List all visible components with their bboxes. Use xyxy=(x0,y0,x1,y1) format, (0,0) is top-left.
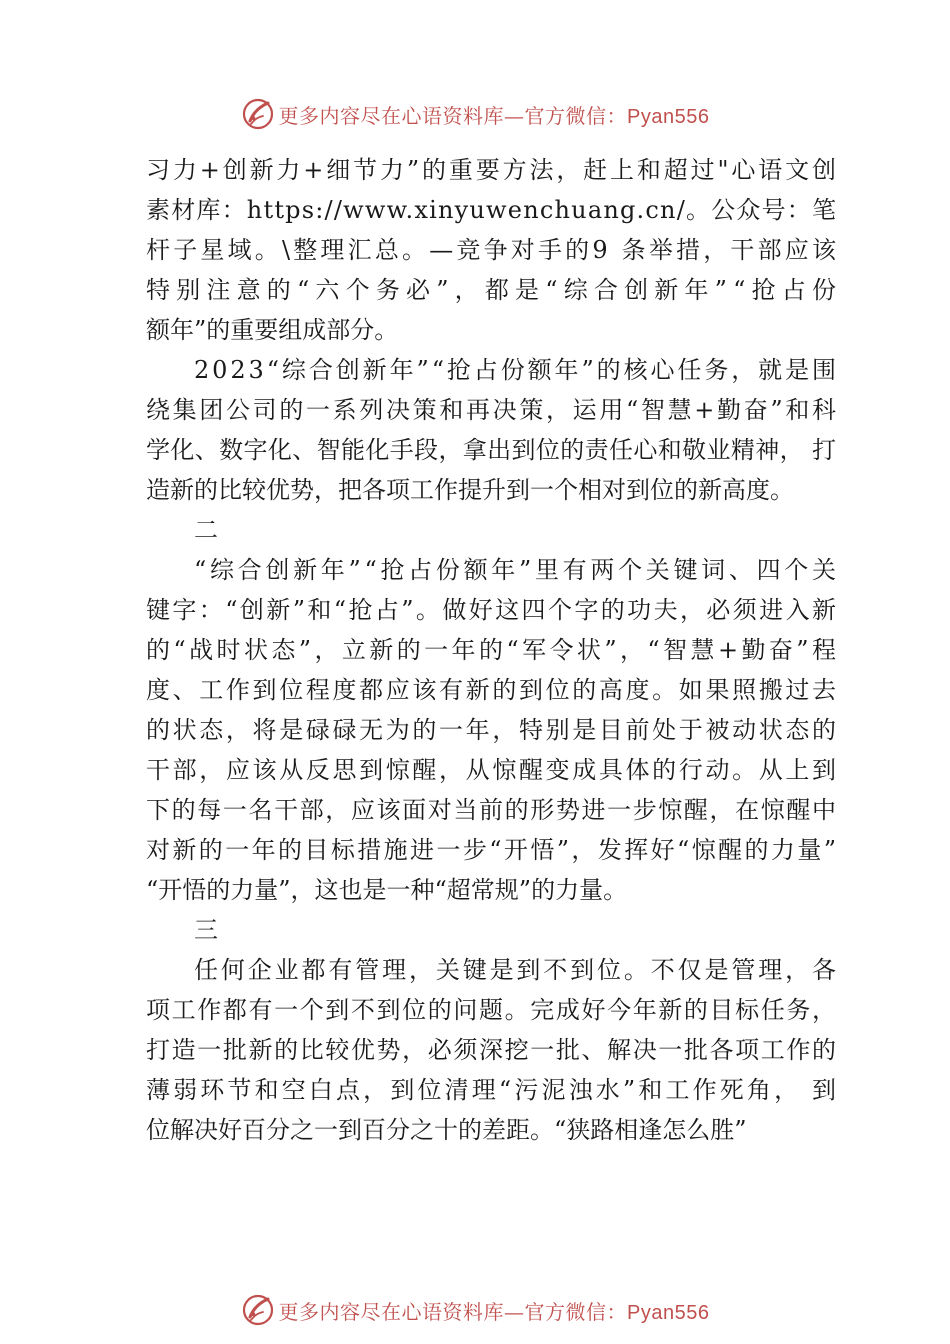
text-line: 特别注意的“六个务必”，都是“综合创新年”“抢占份 xyxy=(146,276,843,304)
footer-watermark-banner xyxy=(0,1290,950,1330)
section-heading: 三 xyxy=(194,916,218,944)
text-line: 位解决好百分之一到百分之十的差距。“狭路相逢怎么胜” xyxy=(146,1116,747,1144)
banner-handle: Pyan556 xyxy=(627,105,710,128)
header-watermark-banner xyxy=(0,94,950,134)
document-body xyxy=(146,150,843,1150)
text-line: 杆子星域。\整理汇总。—竞争对手的9 条举措，干部应该 xyxy=(146,236,840,264)
text-line: 下的每一名干部，应该面对当前的形势进一步惊醒，在惊醒中 xyxy=(146,796,838,824)
text-line: 的状态，将是碌碌无为的一年，特别是目前处于被动状态的 xyxy=(146,716,839,744)
section-heading: 二 xyxy=(194,516,218,544)
text-line: 额年”的重要组成部分。 xyxy=(146,316,399,344)
text-line: 造新的比较优势，把各项工作提升到一个相对到位的新高度。 xyxy=(146,476,794,504)
paragraph xyxy=(146,150,843,350)
banner-handle: Pyan556 xyxy=(627,1301,710,1324)
text-line: 任何企业都有管理，关键是到不到位。不仅是管理，各 xyxy=(194,956,839,984)
text-line: “综合创新年”“抢占份额年”里有两个关键词、四个关 xyxy=(194,556,840,584)
text-line: 习力+创新力+细节力”的重要方法，赶上和超过"心语文创 xyxy=(146,156,839,184)
text-line: 打造一批新的比较优势，必须深挖一批、解决一批各项工作的 xyxy=(146,1036,838,1064)
text-line: 干部，应该从反思到惊醒，从惊醒变成具体的行动。从上到 xyxy=(146,756,839,784)
text-line: 项工作都有一个到不到位的问题。完成好今年新的目标任务， xyxy=(146,996,838,1024)
text-line: 绕集团公司的一系列决策和再决策，运用“智慧+勤奋”和科 xyxy=(146,396,839,424)
banner-text: 更多内容尽在心语资料库—官方微信：Pyan556 xyxy=(278,103,710,128)
text-line: 的“战时状态”，立新的一年的“军令状”，“智慧+勤奋”程 xyxy=(146,636,840,664)
paragraph xyxy=(146,550,840,910)
text-line: 2023“综合创新年”“抢占份额年”的核心任务，就是围 xyxy=(194,356,839,384)
text-line: “开悟的力量”，这也是一种“超常规”的力量。 xyxy=(146,876,628,904)
text-line: 键字：“创新”和“抢占”。做好这四个字的功夫，必须进入新 xyxy=(146,596,839,624)
brush-logo-icon xyxy=(241,1293,275,1327)
brush-logo-icon xyxy=(241,97,275,131)
paragraph xyxy=(146,350,839,510)
text-line: 素材库：https://www.xinyuwenchuang.cn/。公众号：笔 xyxy=(146,196,838,224)
text-line: 学化、数字化、智能化手段，拿出到位的责任心和敬业精神， 打 xyxy=(146,436,837,464)
text-line: 度、工作到位程度都应该有新的到位的高度。如果照搬过去 xyxy=(146,676,839,704)
paragraph xyxy=(146,950,840,1150)
banner-text: 更多内容尽在心语资料库—官方微信：Pyan556 xyxy=(278,1299,710,1324)
text-line: 对新的一年的目标措施进一步“开悟”，发挥好“惊醒的力量” xyxy=(146,836,839,864)
text-line: 薄弱环节和空白点，到位清理“污泥浊水”和工作死角， 到 xyxy=(146,1076,840,1104)
